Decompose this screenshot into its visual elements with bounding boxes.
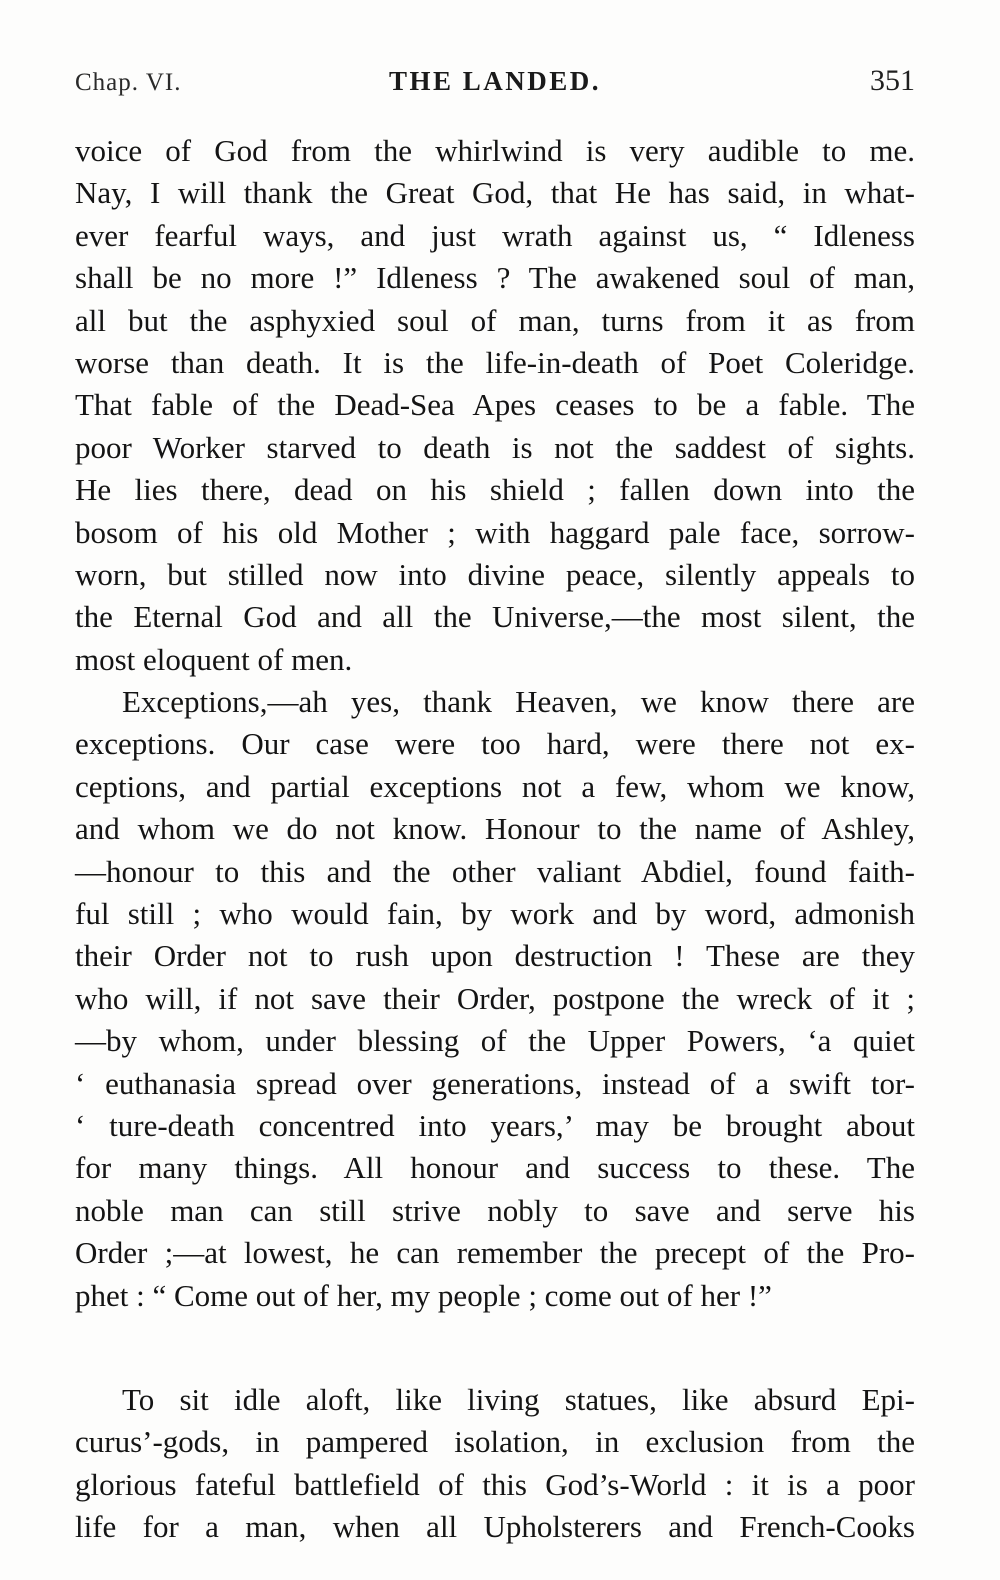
page-header bbox=[75, 64, 915, 98]
text-line: phet : “ Come out of her, my people ; come out of her !” bbox=[75, 1277, 772, 1313]
text-line: all but the asphyxied soul of man, turns from it as from bbox=[75, 302, 915, 338]
text-line: their Order not to rush upon destruction ! These are they bbox=[75, 938, 915, 974]
text-line: bosom of his old Mother ; with haggard pale face, sorrow- bbox=[75, 514, 915, 550]
text-line: who will, if not save their Order, postpone the wreck of it ; bbox=[75, 980, 915, 1016]
text-line: —by whom, under blessing of the Upper Powers, ‘a quiet bbox=[75, 1023, 915, 1059]
text-line: He lies there, dead on his shield ; fallen down into the bbox=[75, 472, 915, 508]
text-line: To sit idle aloft, like living statues, like absurd Epi- bbox=[122, 1381, 915, 1417]
text-line: worn, but stilled now into divine peace, silently appeals to bbox=[75, 556, 915, 592]
text-line: shall be no more !” Idleness ? The awakened soul of man, bbox=[75, 260, 915, 296]
text-line: life for a man, when all Upholsterers and French-Cooks bbox=[75, 1509, 915, 1545]
text-line: ‘ euthanasia spread over generations, instead of a swift tor- bbox=[75, 1065, 915, 1101]
text-line: ‘ ture-death concentred into years,’ may be brought about bbox=[75, 1107, 915, 1143]
text-line: Exceptions,—ah yes, thank Heaven, we know there are bbox=[122, 684, 915, 720]
text-line: the Eternal God and all the Universe,—the most silent, the bbox=[75, 599, 915, 635]
paragraph bbox=[75, 130, 915, 681]
text-line: for many things. All honour and success to these. The bbox=[75, 1150, 915, 1186]
text-line: worse than death. It is the life-in-death of Poet Coleridge. bbox=[75, 344, 915, 380]
text-line: poor Worker starved to death is not the saddest of sights. bbox=[75, 429, 915, 465]
paragraph bbox=[75, 1379, 915, 1549]
text-line: ceptions, and partial exceptions not a few, whom we know, bbox=[75, 768, 915, 804]
text-line: most eloquent of men. bbox=[75, 641, 353, 677]
paragraph bbox=[75, 681, 915, 1317]
text-line: voice of God from the whirlwind is very audible to me. bbox=[75, 133, 915, 168]
text-line: That fable of the Dead-Sea Apes ceases to be a fable. The bbox=[75, 387, 915, 423]
text-line: curus’-gods, in pampered isolation, in exclusion from the bbox=[75, 1424, 915, 1460]
page-number: 351 bbox=[870, 64, 915, 97]
text-line: exceptions. Our case were too hard, were there not ex- bbox=[75, 726, 915, 762]
running-title: THE LANDED. bbox=[388, 66, 602, 96]
chapter-label: Chap. VI. bbox=[75, 69, 182, 96]
text-line: noble man can still strive nobly to save and serve his bbox=[75, 1192, 915, 1228]
text-line: —honour to this and the other valiant Abdiel, found faith- bbox=[75, 853, 915, 889]
page-body bbox=[75, 130, 915, 1549]
text-line: Nay, I will thank the Great God, that He has said, in what- bbox=[75, 175, 915, 211]
text-line: ever fearful ways, and just wrath against us, “ Idleness bbox=[75, 217, 915, 253]
text-line: and whom we do not know. Honour to the name of Ashley, bbox=[75, 811, 915, 847]
text-line: glorious fateful battlefield of this God’s-World : it is a poor bbox=[75, 1466, 915, 1502]
text-line: Order ;—at lowest, he can remember the precept of the Pro- bbox=[75, 1235, 915, 1271]
text-line: ful still ; who would fain, by work and by word, admonish bbox=[75, 896, 915, 932]
